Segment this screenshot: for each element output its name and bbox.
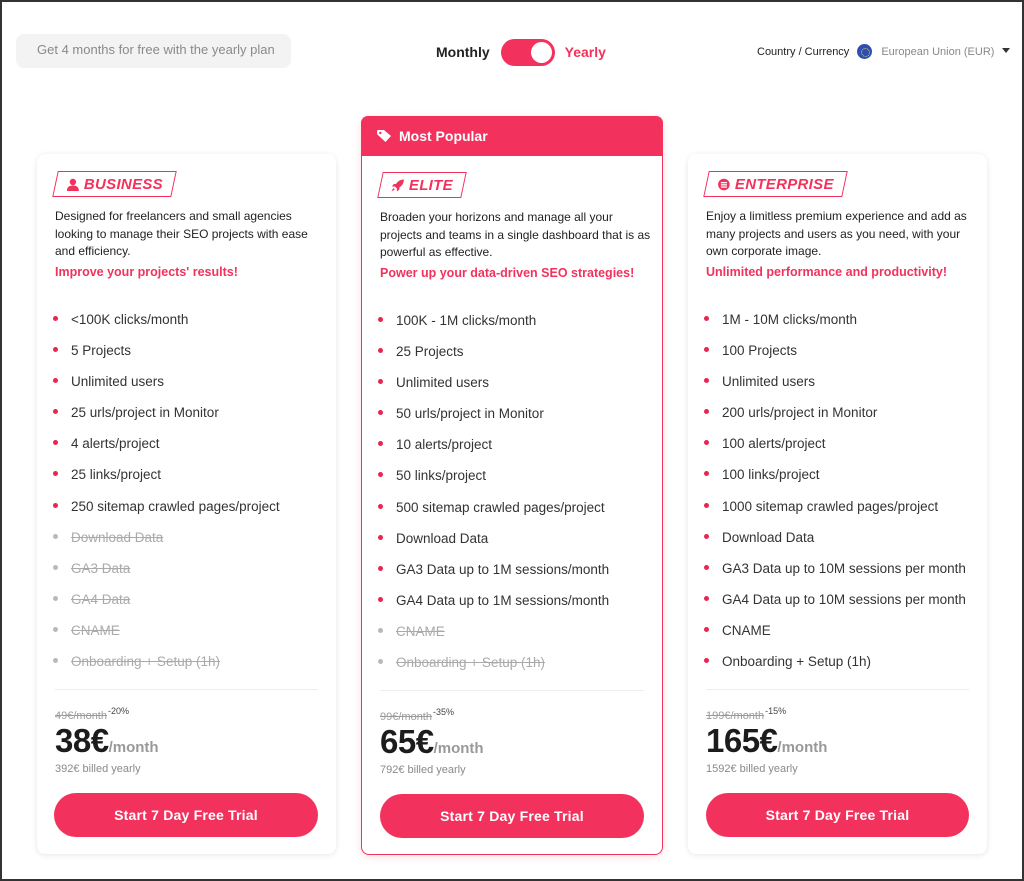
start-trial-button[interactable]: Start 7 Day Free Trial: [706, 793, 969, 837]
feature-item: Onboarding + Setup (1h): [378, 655, 653, 686]
feature-item: Download Data: [378, 531, 653, 562]
building-icon: [717, 178, 731, 191]
feature-item: 500 sitemap crawled pages/project: [378, 500, 653, 531]
feature-item: GA4 Data up to 10M sessions per month: [704, 592, 979, 623]
feature-item: 50 links/project: [378, 468, 653, 499]
user-icon: [66, 178, 80, 191]
billing-switch[interactable]: [501, 39, 555, 66]
feature-item: CNAME: [704, 623, 979, 654]
plan-badge: [52, 171, 177, 197]
description-line: projects and teams in a single dashboard that is as: [380, 227, 651, 242]
monthly-label[interactable]: Monthly: [436, 44, 490, 60]
plan-badge: [703, 171, 847, 197]
feature-item: Unlimited users: [378, 375, 653, 406]
plan-card-elite: [361, 116, 663, 855]
old-price: [55, 706, 129, 722]
most-popular-banner: [361, 116, 663, 156]
billed-yearly: 392€ billed yearly: [55, 763, 141, 775]
plan-tagline: Power up your data-driven SEO strategies!: [380, 266, 635, 280]
divider: [380, 690, 644, 691]
feature-item: 1000 sitemap crawled pages/project: [704, 499, 979, 530]
description-line: and efficiency.: [55, 244, 131, 258]
price: [55, 722, 159, 760]
old-price-value: 49€/month: [55, 710, 107, 722]
plan-description: [55, 208, 308, 261]
old-price: [380, 707, 454, 723]
description-line: Enjoy a limitless premium experience and add as: [706, 209, 967, 223]
eu-flag-icon: [857, 44, 872, 59]
plan-tagline: Improve your projects' results!: [55, 265, 238, 279]
feature-item: Download Data: [53, 530, 323, 561]
feature-item: Onboarding + Setup (1h): [53, 654, 323, 685]
start-trial-button[interactable]: Start 7 Day Free Trial: [380, 794, 644, 838]
divider: [55, 689, 318, 690]
chevron-down-icon: [1002, 48, 1010, 53]
feature-item: 25 urls/project in Monitor: [53, 405, 323, 436]
feature-item: GA3 Data: [53, 561, 323, 592]
feature-item: 25 links/project: [53, 467, 323, 498]
feature-item: 50 urls/project in Monitor: [378, 406, 653, 437]
price: [706, 722, 827, 760]
old-price-value: 199€/month: [706, 710, 765, 722]
discount-badge: -20%: [107, 706, 129, 716]
description-line: powerful as effective.: [380, 245, 493, 259]
description-line: many projects and users as you need, with your: [706, 226, 961, 241]
divider: [706, 689, 969, 690]
feature-item: Unlimited users: [53, 374, 323, 405]
plan-tagline: Unlimited performance and productivity!: [706, 265, 948, 279]
feature-item: Unlimited users: [704, 374, 979, 405]
feature-item: 200 urls/project in Monitor: [704, 405, 979, 436]
plan-description: [706, 208, 967, 261]
feature-item: GA4 Data up to 1M sessions/month: [378, 593, 653, 624]
plan-card-enterprise: [688, 154, 987, 854]
discount-badge: -35%: [432, 707, 454, 717]
price-period: /month: [433, 740, 484, 757]
plan-badge: [377, 172, 467, 198]
feature-list: [53, 312, 323, 685]
price-amount: 65€: [380, 723, 434, 760]
price-amount: 165€: [706, 722, 778, 759]
plan-card-business: [37, 154, 336, 854]
billed-yearly: 792€ billed yearly: [380, 764, 466, 776]
plan-description: [380, 209, 650, 262]
currency-value: European Union (EUR): [881, 45, 995, 58]
price-period: /month: [777, 739, 828, 756]
feature-list: [704, 312, 979, 685]
feature-item: Onboarding + Setup (1h): [704, 654, 979, 685]
feature-item: 100 Projects: [704, 343, 979, 374]
description-line: Designed for freelancers and small agencies: [55, 209, 292, 223]
feature-item: CNAME: [53, 623, 323, 654]
discount-badge: -15%: [765, 706, 787, 716]
feature-item: GA3 Data up to 1M sessions/month: [378, 562, 653, 593]
feature-item: <100K clicks/month: [53, 312, 323, 343]
feature-item: 100 alerts/project: [704, 436, 979, 467]
old-price-value: 99€/month: [380, 711, 432, 723]
feature-item: GA4 Data: [53, 592, 323, 623]
rocket-icon: [391, 179, 405, 192]
yearly-label[interactable]: Yearly: [564, 44, 606, 60]
feature-item: 5 Projects: [53, 343, 323, 374]
price: [380, 723, 484, 761]
price-period: /month: [108, 739, 159, 756]
plan-name: ENTERPRISE: [735, 175, 834, 193]
billing-toggle: [436, 38, 606, 66]
feature-item: 1M - 10M clicks/month: [704, 312, 979, 343]
feature-item: 100 links/project: [704, 467, 979, 498]
billed-yearly: 1592€ billed yearly: [706, 763, 798, 775]
feature-item: Download Data: [704, 530, 979, 561]
feature-item: 250 sitemap crawled pages/project: [53, 499, 323, 530]
feature-item: GA3 Data up to 10M sessions per month: [704, 561, 979, 592]
currency-label: Country / Currency: [757, 45, 850, 58]
feature-list: [378, 313, 653, 686]
feature-item: 100K - 1M clicks/month: [378, 313, 653, 344]
feature-item: 10 alerts/project: [378, 437, 653, 468]
plan-name: BUSINESS: [84, 175, 164, 193]
feature-item: CNAME: [378, 624, 653, 655]
price-amount: 38€: [55, 722, 109, 759]
start-trial-button[interactable]: Start 7 Day Free Trial: [54, 793, 318, 837]
description-line: own corporate image.: [706, 244, 822, 258]
banner-label: Most Popular: [399, 128, 488, 144]
feature-item: 4 alerts/project: [53, 436, 323, 467]
feature-item: 25 Projects: [378, 344, 653, 375]
tag-icon: [377, 130, 392, 142]
yearly-promo-pill: Get 4 months for free with the yearly plan: [16, 34, 291, 68]
currency-selector[interactable]: [757, 44, 1010, 59]
old-price: [706, 706, 786, 722]
description-line: Broaden your horizons and manage all your: [380, 210, 613, 224]
switch-knob: [531, 42, 552, 63]
description-line: looking to manage their SEO projects with ease: [55, 226, 308, 241]
plan-name: ELITE: [409, 176, 454, 194]
